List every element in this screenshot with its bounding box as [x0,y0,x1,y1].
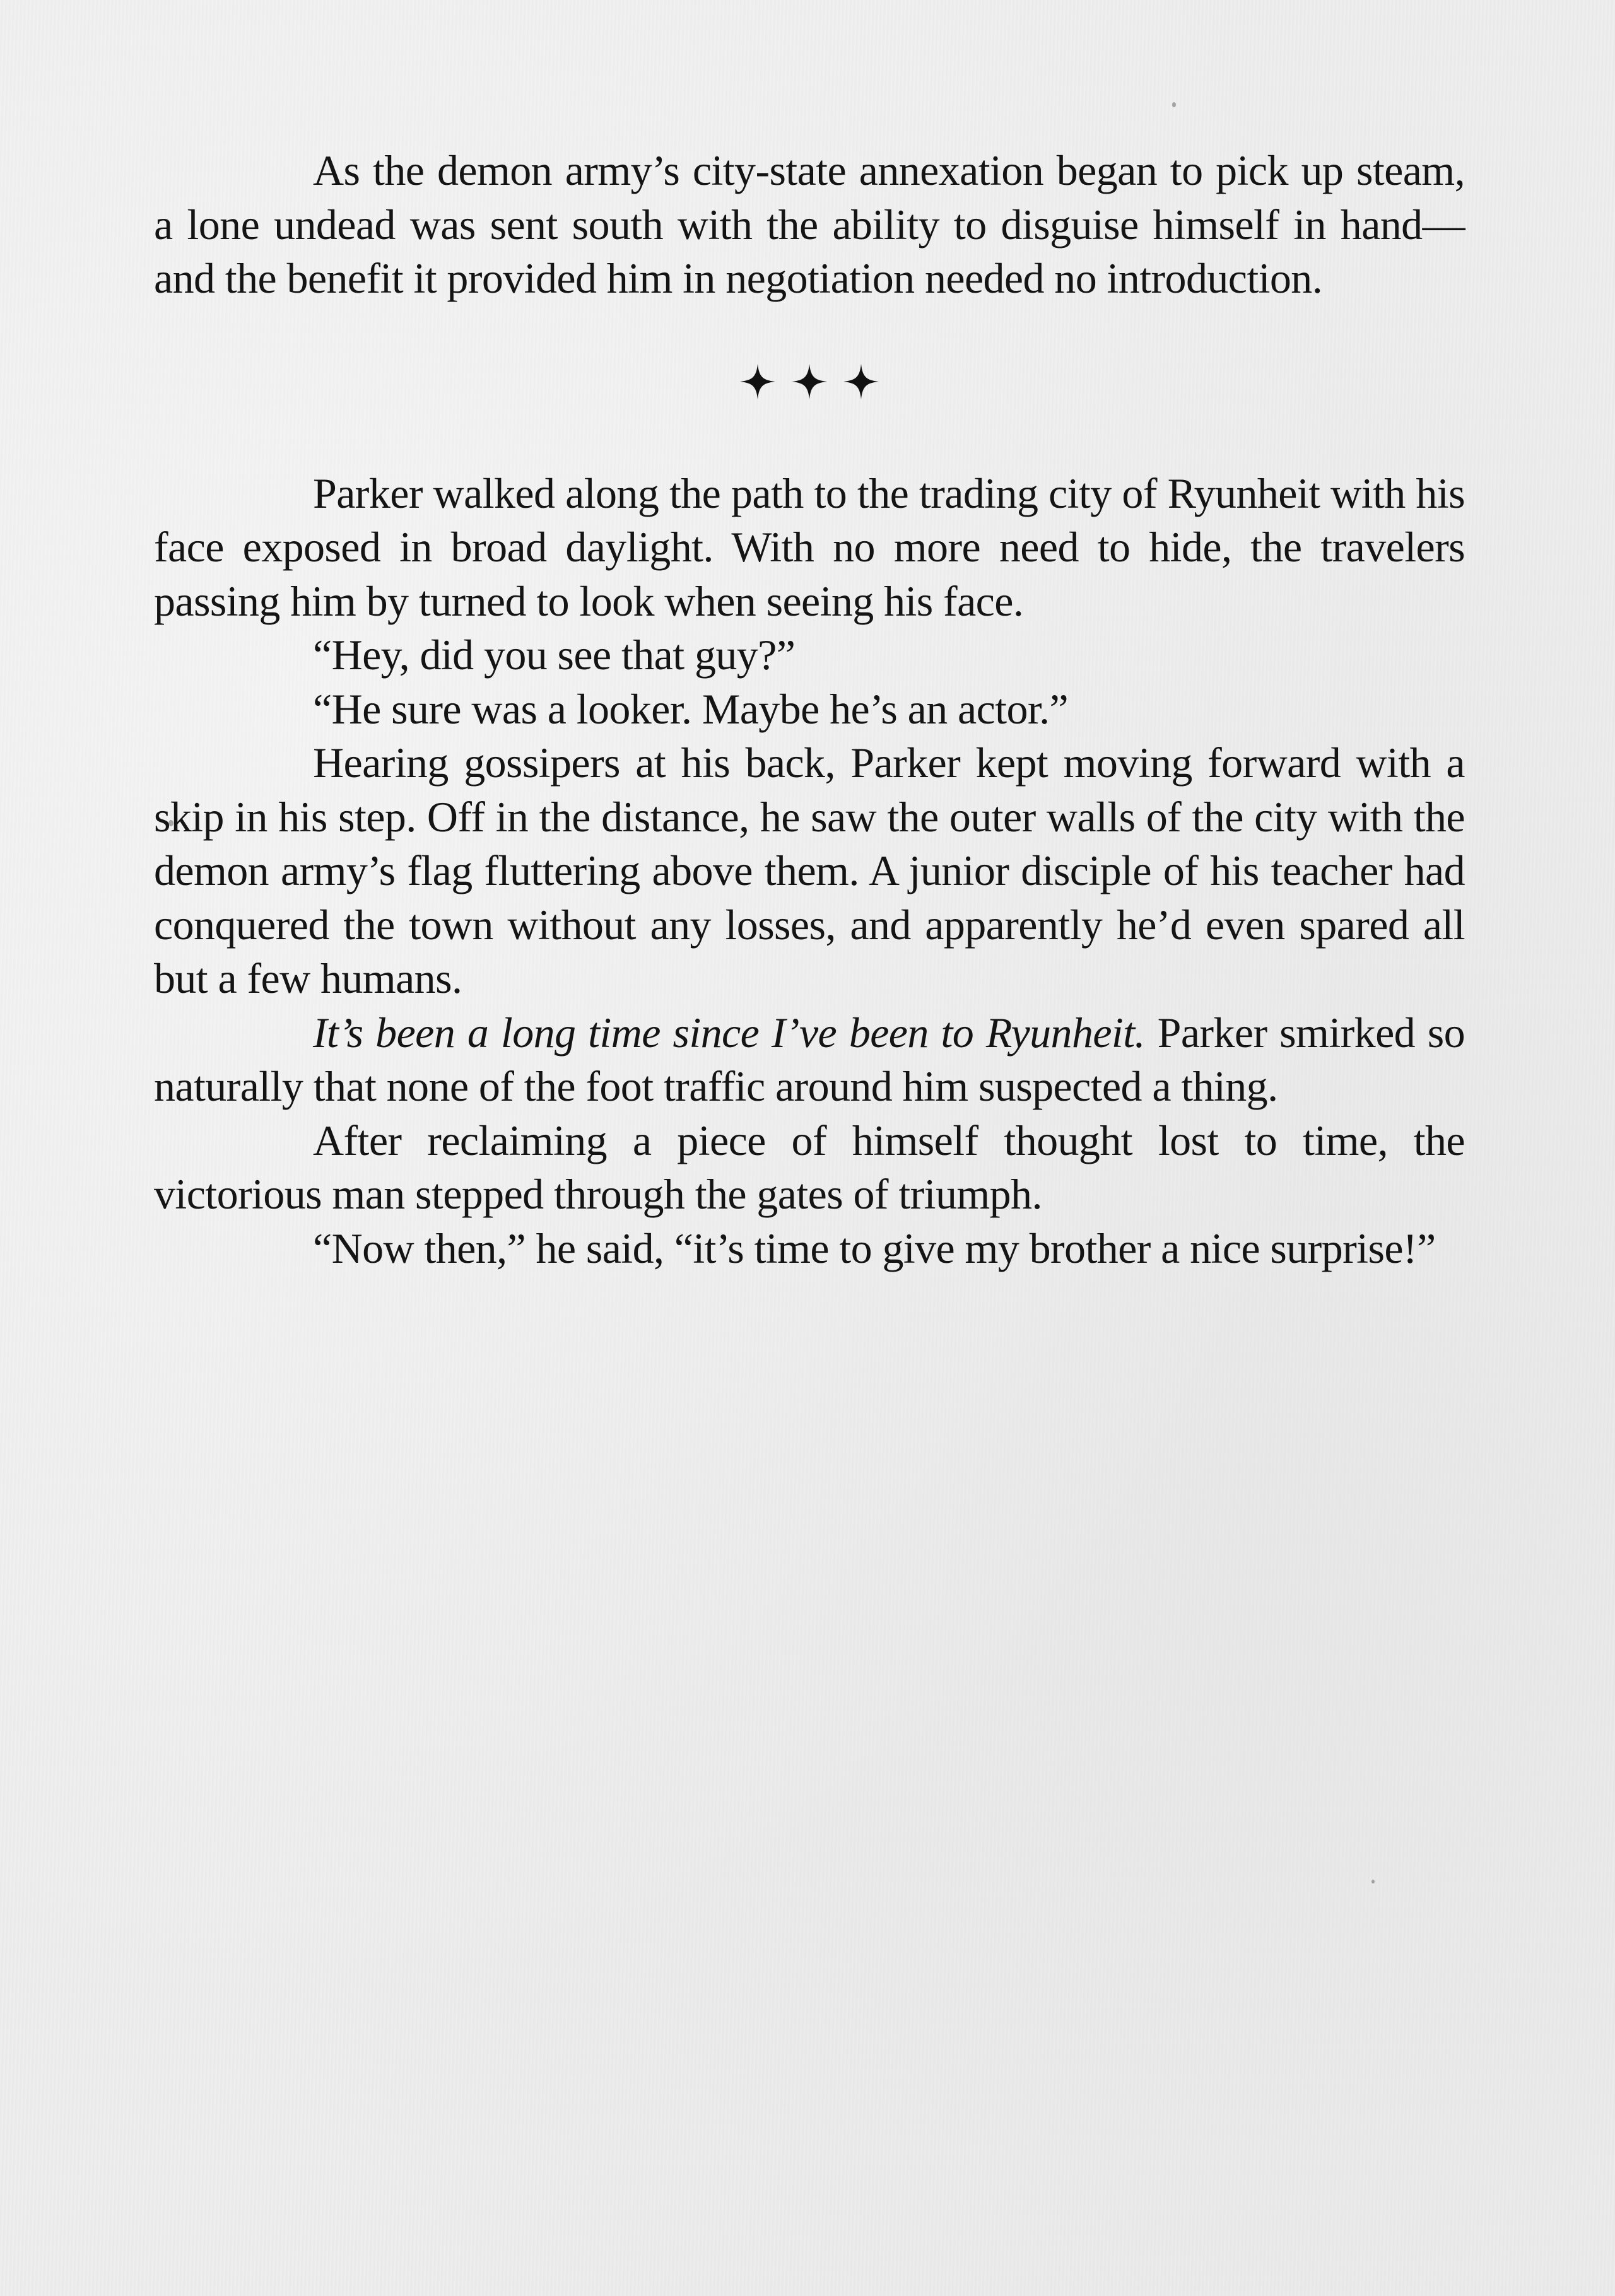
narrative-paragraph: After reclaiming a piece of himself thought lost to time, the victorious man stepped through the gates of triumph. [154,1116,1465,1218]
dialogue-line: “Now then,” he said, “it’s time to give my brother a nice surprise!” [313,1224,1436,1272]
four-point-star-icon [792,364,827,399]
four-point-star-icon [740,364,775,399]
thought-paragraph-rest: Parker smirked so naturally that none of the foot traffic around him suspected a thing. [154,1008,1465,1110]
paper-speck [1172,102,1176,107]
main-section [154,467,1465,1276]
section-separator [154,344,1465,419]
dialogue-line: “Hey, did you see that guy?” [313,631,796,679]
thought-paragraph [154,1006,1465,1114]
paper-speck [1371,1880,1375,1883]
four-point-star-icon [843,364,879,399]
narrative-paragraph: Hearing gossipers at his back, Parker kept moving forward with a skip in his step. Off in the distance, he saw the outer walls of the city with the demon army’s flag fluttering above them. A junior disciple of his teacher had conquered the town without any losses, and apparently he’d even spared all but a few humans. [154,739,1465,1002]
intro-paragraph: As the demon army’s city-state annexation began to pick up steam, a lone undead was sent south with the ability to disguise himself in hand—and the benefit it provided him in negotiation needed no introduction. [154,146,1465,302]
intro-section [154,144,1465,306]
narrative-paragraph: Parker walked along the path to the trading city of Ryunheit with his face exposed in broad daylight. With no more need to hide, the travelers passing him by turned to look when seeing his face. [154,469,1465,625]
inner-thought-italic: It’s been a long time since I’ve been to Ryunheit. [313,1008,1145,1057]
book-page [154,144,1465,1275]
dialogue-line: “He sure was a looker. Maybe he’s an actor.” [313,684,1069,733]
